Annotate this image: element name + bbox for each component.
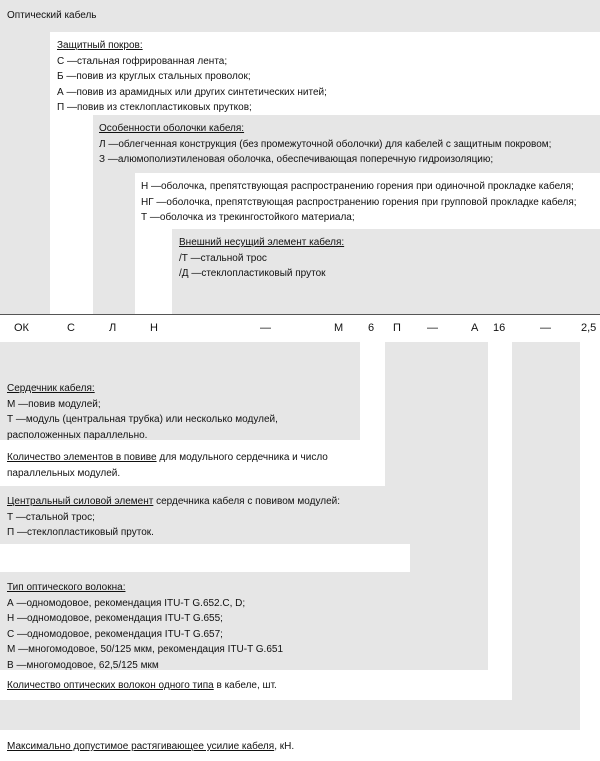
- sheath-line: З —алюмополиэтиленовая оболочка, обеспечивающая поперечную гидроизоляцию;: [99, 154, 494, 165]
- tension-section: [7, 739, 294, 755]
- tension-heading-rest: , кН.: [274, 741, 295, 752]
- strip-fiber: [410, 342, 488, 572]
- tension-heading: Максимально допустимое растягивающее усилие кабеля: [7, 741, 275, 752]
- sheath-heading: Особенности оболочки кабеля:: [99, 123, 245, 134]
- elements-heading-rest: для модульного сердечника и число: [156, 452, 328, 463]
- code-ok: ОК: [14, 322, 29, 334]
- fire-line: Т —оболочка из трекингостойкого материала;: [141, 212, 355, 223]
- armor-heading: Защитный покров:: [57, 40, 143, 51]
- central-line: П —стеклопластиковый пруток.: [7, 527, 154, 538]
- armor-section: [57, 38, 327, 116]
- core-heading: Сердечник кабеля:: [7, 383, 95, 394]
- elements-section: [7, 450, 328, 481]
- sheath-section: [99, 121, 551, 168]
- count-heading: Количество оптических волокон одного типа: [7, 680, 214, 691]
- code-dash: —: [427, 322, 438, 334]
- code-core: М: [334, 322, 344, 334]
- core-section: [7, 381, 278, 443]
- central-heading: Центральный силовой элемент: [7, 496, 154, 507]
- armor-line: П —повив из стеклопластиковых прутков;: [57, 102, 252, 113]
- code-central: П: [393, 322, 401, 334]
- fiber-line: В —многомодовое, 62,5/125 мкм: [7, 659, 159, 671]
- code-dash: —: [540, 322, 551, 334]
- armor-line: С —стальная гофрированная лента;: [57, 55, 228, 67]
- fire-line: Н —оболочка, препятствующая распространению горения при одиночной прокладке кабеля;: [141, 181, 574, 192]
- count-section: [7, 678, 277, 694]
- code-dash: —: [260, 322, 271, 334]
- diagram-title: Оптический кабель: [7, 10, 97, 21]
- strip-count-gap: [512, 342, 580, 700]
- designation-code-row: [0, 314, 600, 343]
- fiber-section: [7, 580, 283, 673]
- core-line: М —повив модулей;: [7, 398, 101, 410]
- fiber-line: С —одномодовое, рекомендация ITU-T G.657;: [7, 628, 223, 640]
- code-count: 16: [493, 322, 506, 334]
- code-elements: 6: [368, 322, 375, 334]
- core-line: Т —модуль (центральная трубка) или несколько модулей,: [7, 414, 278, 425]
- fiber-line: М —многомодовое, 50/125 мкм, рекомендация ITU-T G.651: [7, 644, 284, 655]
- fire-line: НГ —оболочка, препятствующая распространению горения при групповой прокладке кабеля;: [141, 196, 577, 208]
- strip-tension: [580, 342, 600, 730]
- elements-line: параллельных модулей.: [7, 467, 121, 479]
- code-tension: 2,5: [581, 322, 597, 334]
- sheath-line: Л —облегченная конструкция (без промежуточной оболочки) для кабелей с защитным покровом;: [99, 138, 552, 150]
- core-line: расположенных параллельно.: [7, 429, 148, 441]
- armor-line: Б —повив из круглых стальных проволок;: [57, 71, 251, 82]
- fire-section: [141, 179, 577, 226]
- messenger-section: [179, 235, 344, 282]
- code-fiber: А: [471, 322, 479, 334]
- central-line: Т —стальной трос;: [7, 511, 95, 523]
- fiber-line: Н —одномодовое, рекомендация ITU-T G.655;: [7, 613, 223, 624]
- box-count-gap: [0, 700, 580, 730]
- fiber-heading: Тип оптического волокна:: [7, 582, 126, 593]
- messenger-line: /Д —стеклопластиковый пруток: [179, 268, 326, 279]
- code-armor: С: [67, 322, 75, 334]
- central-heading-rest: сердечника кабеля с повивом модулей:: [153, 496, 341, 507]
- elements-heading: Количество элементов в повиве: [7, 452, 157, 463]
- box-gap: [0, 544, 410, 572]
- messenger-heading: Внешний несущий элемент кабеля:: [179, 237, 345, 248]
- strip-count: [488, 342, 512, 670]
- messenger-line: /Т —стальной трос: [179, 252, 267, 264]
- code-sheath: Л: [109, 322, 117, 334]
- strip-central: [385, 342, 410, 486]
- fiber-line: А —одномодовое, рекомендация ITU-T G.652.C, D;: [7, 597, 246, 609]
- strip-elements: [360, 342, 385, 440]
- central-section: [7, 494, 340, 541]
- count-heading-rest: в кабеле, шт.: [213, 680, 277, 691]
- code-fire: Н: [150, 322, 158, 334]
- armor-line: А —повив из арамидных или других синтетических нитей;: [57, 86, 327, 98]
